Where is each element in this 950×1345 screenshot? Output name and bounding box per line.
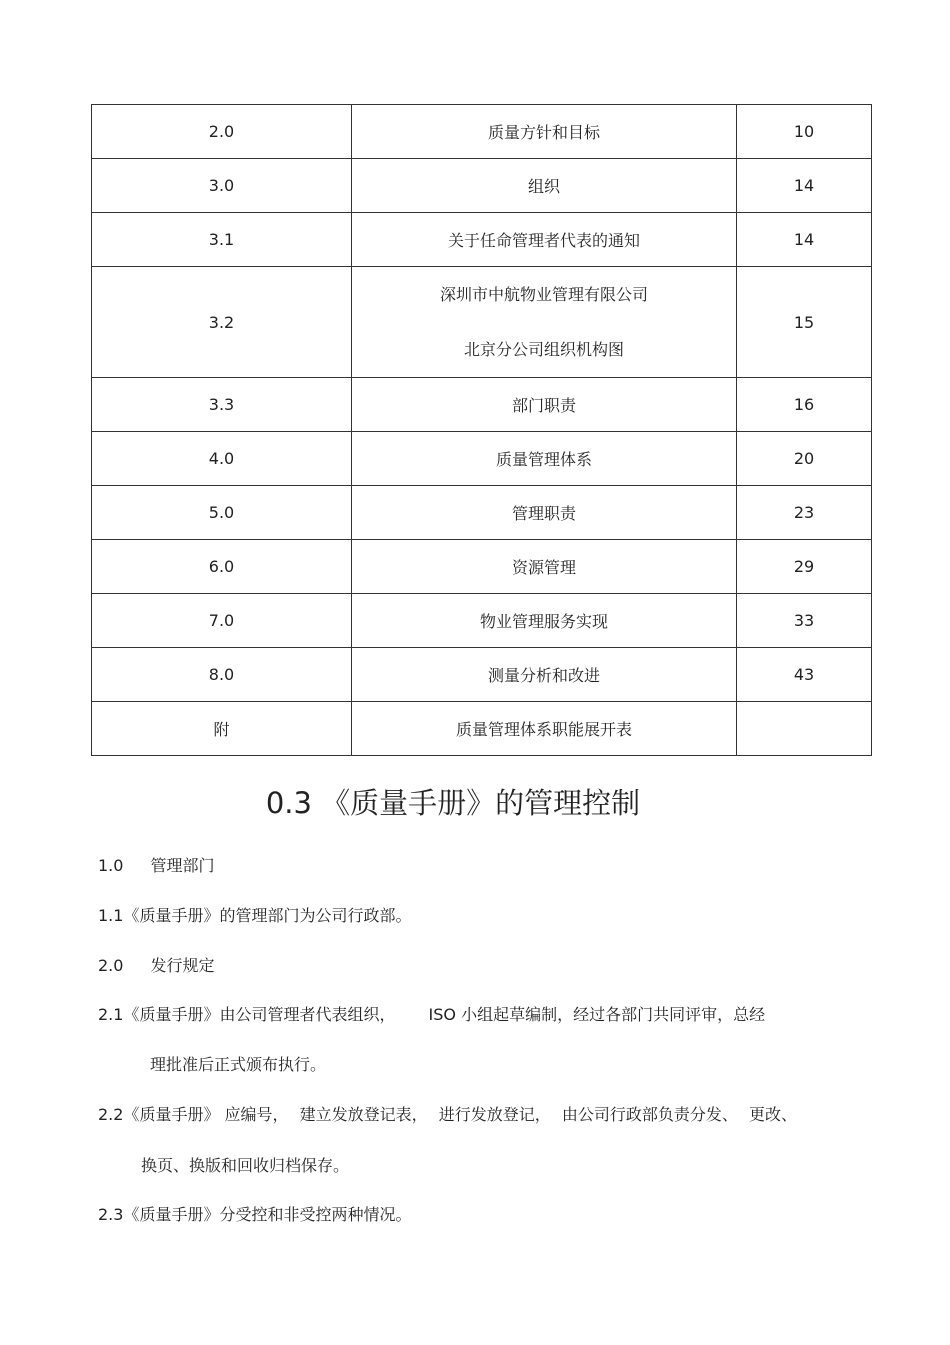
toc-title-line: 深圳市中航物业管理有限公司 <box>439 285 648 304</box>
toc-page: 16 <box>737 378 872 432</box>
toc-page: 15 <box>737 267 872 378</box>
toc-page <box>737 702 872 756</box>
toc-number: 3.2 <box>92 267 352 378</box>
toc-number: 7.0 <box>92 594 352 648</box>
paragraph: 2.3《质量手册》分受控和非受控两种情况。 <box>98 1205 412 1224</box>
toc-title: 测量分析和改进 <box>352 648 737 702</box>
toc-page: 43 <box>737 648 872 702</box>
toc-title <box>352 267 737 378</box>
paragraph-segment: 由公司行政部负责分发、 <box>561 1105 738 1124</box>
clause-title: 管理部门 <box>150 856 215 875</box>
toc-title: 关于任命管理者代表的通知 <box>352 213 737 267</box>
toc-page: 20 <box>737 432 872 486</box>
toc-title: 物业管理服务实现 <box>352 594 737 648</box>
paragraph <box>98 1102 797 1125</box>
paragraph-segment: 进行发放登记， <box>438 1105 551 1124</box>
table-row <box>92 702 872 756</box>
paragraph-continuation: 理批准后正式颁布执行。 <box>150 1055 327 1074</box>
toc-number: 3.0 <box>92 159 352 213</box>
toc-page: 29 <box>737 540 872 594</box>
paragraph <box>98 953 215 976</box>
toc-number: 4.0 <box>92 432 352 486</box>
toc-page: 23 <box>737 486 872 540</box>
paragraph <box>98 1002 765 1025</box>
toc-title: 部门职责 <box>352 378 737 432</box>
table-row <box>92 540 872 594</box>
toc-number: 5.0 <box>92 486 352 540</box>
paragraph: 1.1《质量手册》的管理部门为公司行政部。 <box>98 906 412 925</box>
toc-page: 14 <box>737 213 872 267</box>
toc-number: 附 <box>92 702 352 756</box>
toc-number: 2.0 <box>92 105 352 159</box>
table-row <box>92 213 872 267</box>
toc-title: 质量管理体系职能展开表 <box>352 702 737 756</box>
toc-page: 10 <box>737 105 872 159</box>
paragraph-segment: 更改、 <box>748 1105 797 1124</box>
toc-title: 质量管理体系 <box>352 432 737 486</box>
toc-title: 资源管理 <box>352 540 737 594</box>
table-row <box>92 159 872 213</box>
table-row <box>92 594 872 648</box>
clause-number: 2.0 <box>98 956 124 975</box>
paragraph-segment: 2.2《质量手册》 应编号， <box>98 1105 289 1124</box>
toc-title-line: 北京分公司组织机构图 <box>463 340 624 359</box>
table-row <box>92 486 872 540</box>
toc-number: 8.0 <box>92 648 352 702</box>
clause-number: 1.0 <box>98 856 124 875</box>
table-row <box>92 378 872 432</box>
toc-title: 组织 <box>352 159 737 213</box>
table-row <box>92 432 872 486</box>
paragraph-segment: ISO 小组起草编制，经过各部门共同评审，总经 <box>428 1005 766 1024</box>
toc-number: 6.0 <box>92 540 352 594</box>
paragraph-continuation: 换页、换版和回收归档保存。 <box>141 1156 350 1175</box>
toc-table <box>91 104 872 756</box>
clause-title: 发行规定 <box>150 956 215 975</box>
paragraph-segment: 2.1《质量手册》由公司管理者代表组织， <box>98 1005 396 1024</box>
section-heading: 0.3 《质量手册》的管理控制 <box>265 786 641 820</box>
table-row <box>92 648 872 702</box>
toc-number: 3.1 <box>92 213 352 267</box>
paragraph <box>98 853 215 876</box>
paragraph-segment: 建立发放登记表， <box>299 1105 428 1124</box>
toc-page: 33 <box>737 594 872 648</box>
toc-title: 质量方针和目标 <box>352 105 737 159</box>
table-row <box>92 267 872 378</box>
toc-title: 管理职责 <box>352 486 737 540</box>
table-row <box>92 105 872 159</box>
toc-page: 14 <box>737 159 872 213</box>
toc-number: 3.3 <box>92 378 352 432</box>
